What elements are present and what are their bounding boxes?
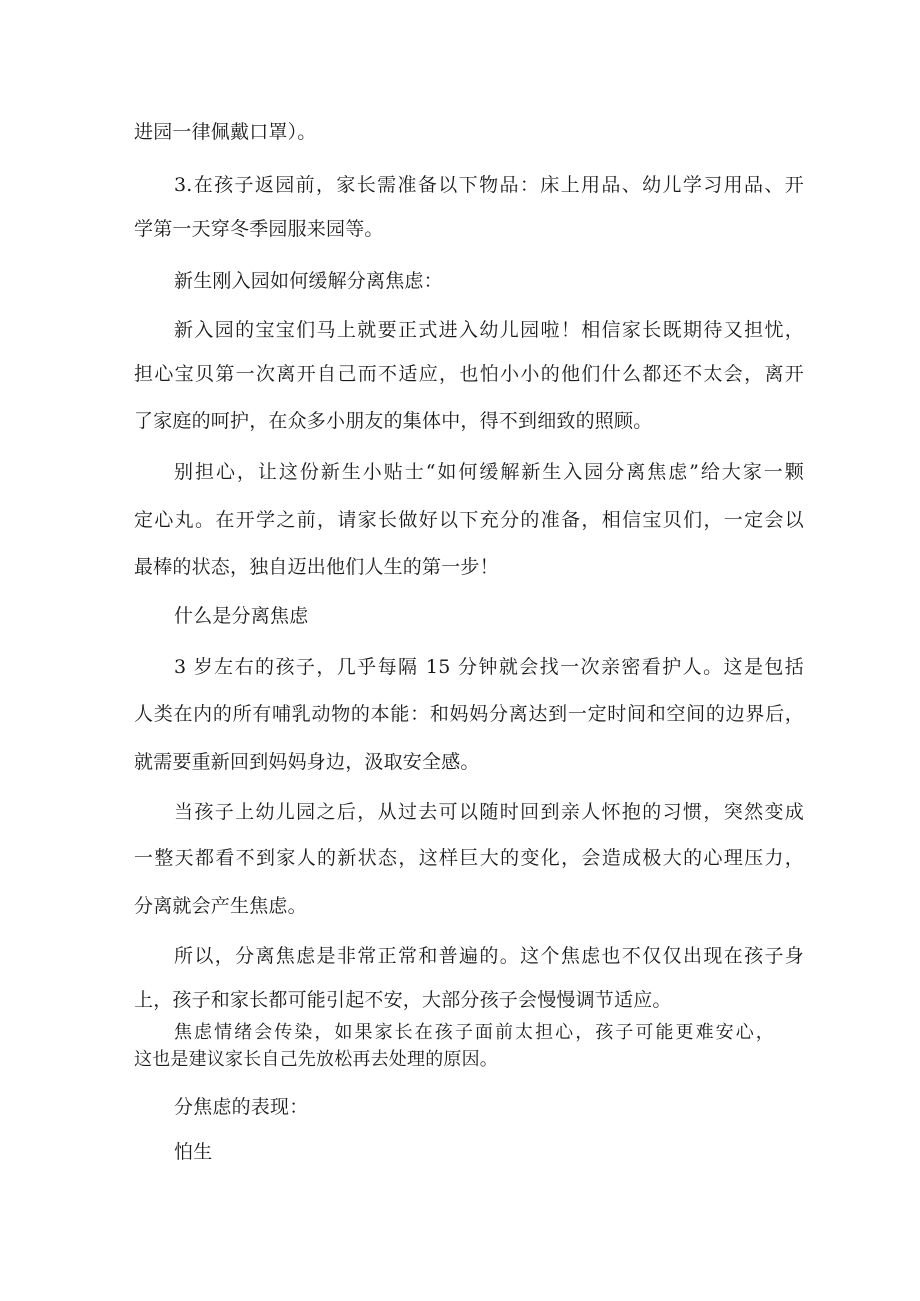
paragraph-line: 进园一律佩戴口罩）。 xyxy=(134,121,317,143)
paragraph-line: 就需要重新回到妈妈身边，汲取安全感。 xyxy=(134,751,480,773)
paragraph-line: 当孩子上幼儿园之后，从过去可以随时回到亲人怀抱的习惯，突然变成 xyxy=(174,801,804,823)
paragraph-line: 最棒的状态，独自迈出他们人生的第一步！ xyxy=(134,556,499,578)
paragraph-line: 3 岁左右的孩子，几乎每隔 15 分钟就会找一次亲密看护人。这是包括 xyxy=(174,656,804,678)
paragraph-line: 焦虑情绪会传染，如果家长在孩子面前太担心，孩子可能更难安心， xyxy=(174,1022,774,1043)
paragraph-line: 这也是建议家长自己先放松再去处理的原因。 xyxy=(134,1049,498,1070)
paragraph-line: 一整天都看不到家人的新状态，这样巨大的变化，会造成极大的心理压力， xyxy=(134,847,804,869)
paragraph-line: 分离就会产生焦虑。 xyxy=(134,895,307,917)
paragraph-line: 了家庭的呵护，在众多小朋友的集体中，得不到细致的照顾。 xyxy=(134,410,653,432)
paragraph-line: 所以，分离焦虑是非常正常和普遍的。这个焦虑也不仅仅出现在孩子身 xyxy=(174,945,804,967)
paragraph-line: 别担心，让这份新生小贴士“如何缓解新生入园分离焦虑”给大家一颗 xyxy=(174,461,804,483)
paragraph-line: 3.在孩子返园前，家长需准备以下物品：床上用品、幼儿学习用品、开 xyxy=(174,174,804,196)
section-heading: 新生刚入园如何缓解分离焦虑： xyxy=(174,270,443,292)
paragraph-line: 定心丸。在开学之前，请家长做好以下充分的准备，相信宝贝们，一定会以 xyxy=(134,509,804,531)
paragraph-line: 新入园的宝宝们马上就要正式进入幼儿园啦！相信家长既期待又担忧， xyxy=(174,319,804,341)
section-heading: 怕生 xyxy=(174,1141,213,1163)
section-heading: 什么是分离焦虑 xyxy=(174,605,309,627)
paragraph-line: 人类在内的所有哺乳动物的本能：和妈妈分离达到一定时间和空间的边界后， xyxy=(134,703,804,725)
paragraph-line: 学第一天穿冬季园服来园等。 xyxy=(134,218,384,240)
paragraph-line: 担心宝贝第一次离开自己而不适应，也怕小小的他们什么都还不太会，离开 xyxy=(134,363,804,385)
section-heading: 分焦虑的表现： xyxy=(174,1096,309,1118)
paragraph-line: 上，孩子和家长都可能引起不安，大部分孩子会慢慢调节适应。 xyxy=(134,989,672,1011)
